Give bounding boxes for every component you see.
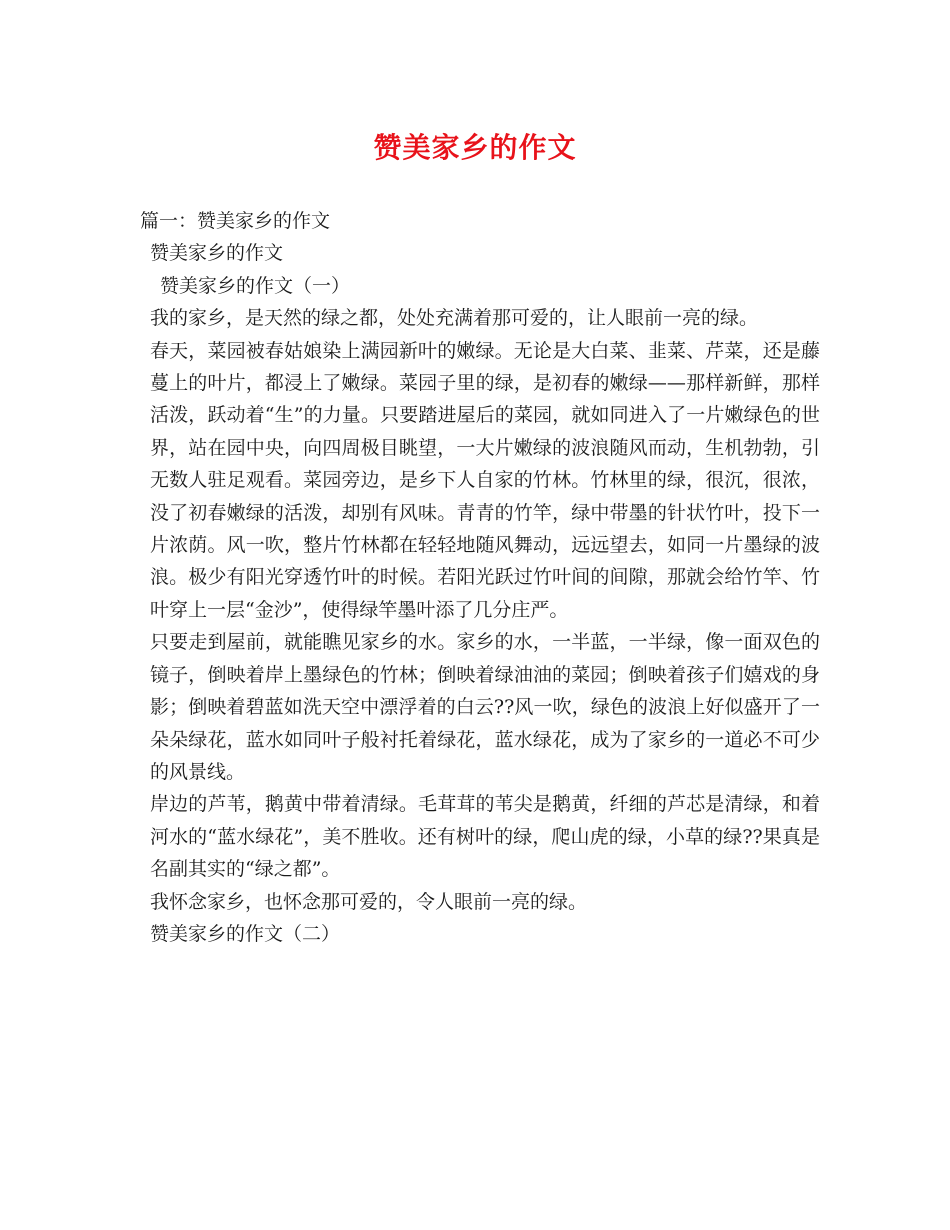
paragraph: 岸边的芦苇，鹅黄中带着清绿。毛茸茸的苇尖是鹅黄，纤细的芦芯是清绿，和着河水的“蓝水绿花”，美不胜收。还有树叶的绿，爬山虎的绿，小草的绿??果真是名副其实的“绿之都”。 — [150, 793, 820, 881]
paragraph: 春天，菜园被春姑娘染上满园新叶的嫩绿。无论是大白菜、韭菜、芹菜，还是藤蔓上的叶片，都浸上了嫩绿。菜园子里的绿，是初春的嫩绿——那样新鲜，那样活泼，跃动着“生”的力量。只要踏进屋后的菜园，就如同进入了一片嫩绿色的世界，站在园中央，向四周极目眺望，一大片嫩绿的波浪随风而动，生机勃勃，引无数人驻足观看。菜园旁边，是乡下人自家的竹林。竹林里的绿，很沉，很浓，没了初春嫩绿的活泼，却别有风味。青青的竹竿，绿中带墨的针状竹叶，投下一片浓荫。风一吹，整片竹林都在轻轻地随风舞动，远远望去，如同一片墨绿的波浪。极少有阳光穿透竹叶的时候。若阳光跃过竹叶间的间隙，那就会给竹竿、竹叶穿上一层“金沙”，使得绿竿墨叶添了几分庄严。 — [150, 339, 820, 621]
essay-title: 赞美家乡的作文 — [150, 242, 284, 265]
paragraph: 我的家乡，是天然的绿之都，处处充满着那可爱的，让人眼前一亮的绿。 — [150, 307, 759, 330]
paragraph: 只要走到屋前，就能瞧见家乡的水。家乡的水，一半蓝，一半绿，像一面双色的镜子，倒映着岸上墨绿色的竹林；倒映着绿油油的菜园；倒映着孩子们嬉戏的身影；倒映着碧蓝如洗天空中漂浮着的白云??风一吹，绿色的波浪上好似盛开了一朵朵绿花，蓝水如同叶子般衬托着绿花，蓝水绿花，成为了家乡的一道必不可少的风景线。 — [150, 631, 820, 783]
paragraph: 我怀念家乡，也怀念那可爱的，令人眼前一亮的绿。 — [150, 890, 588, 913]
essay-subtitle-2: 赞美家乡的作文（二） — [150, 922, 341, 945]
document-body — [140, 205, 820, 950]
document-title: 赞美家乡的作文 — [373, 131, 577, 164]
essay-subtitle-1: 赞美家乡的作文（一） — [160, 274, 351, 297]
section-heading: 篇一：赞美家乡的作文 — [140, 210, 331, 232]
